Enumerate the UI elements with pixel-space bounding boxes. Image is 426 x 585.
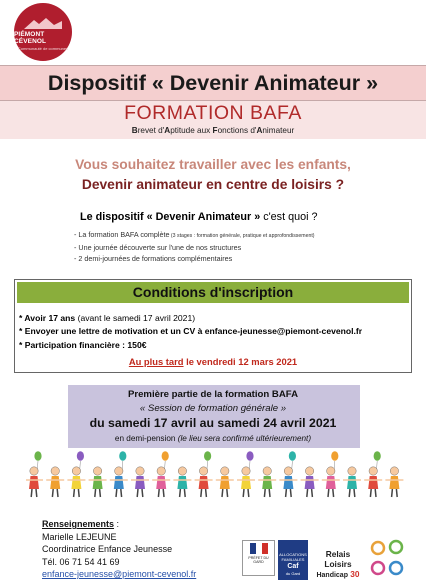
tagline-line-1: Vous souhaitez travailler avec les enfants, <box>75 157 351 172</box>
child-figure <box>322 451 340 497</box>
logo-subtitle: Communauté de communes <box>17 46 69 51</box>
conditions-heading: Conditions d'inscription <box>17 282 409 303</box>
condition-fee: * Participation financière : 150€ <box>19 339 147 350</box>
contact-heading: Renseignements <box>42 519 115 529</box>
child-figure <box>216 467 234 497</box>
child-figure <box>131 467 149 497</box>
child-figure <box>385 467 403 497</box>
list-item: - 2 demi-journées de formations complémentaires <box>74 254 233 264</box>
contact-role: Coordinatrice Enfance Jeunesse <box>42 544 173 554</box>
partner-flower-logo <box>368 538 408 580</box>
conditions-list <box>19 312 362 352</box>
child-figure <box>110 451 128 497</box>
child-figure <box>89 467 107 497</box>
mountain-icon <box>24 17 62 29</box>
contact-email-link[interactable]: enfance-jeunesse@piemont-cevenol.fr <box>42 569 197 579</box>
condition-age: * Avoir 17 ans (avant le samedi 17 avril 2021) <box>19 313 196 323</box>
bafa-meaning: Brevet d'Aptitude aux Fonctions d'Animateur <box>131 126 295 135</box>
contact-name: Marielle LEJEUNE <box>42 531 117 542</box>
child-figure <box>26 451 43 497</box>
caf-logo: ALLOCATIONS FAMILIALES Caf du Gard <box>278 540 308 580</box>
child-figure <box>301 467 319 497</box>
session-location: en demi-pension (le lieu sera confirmé ultérieurement) <box>114 434 312 443</box>
child-figure <box>279 451 297 497</box>
child-figure <box>152 451 170 497</box>
prefet-logo: PRÉFET DU GARD <box>242 540 275 576</box>
child-figure <box>46 467 64 497</box>
children-illustration <box>26 450 404 500</box>
list-item: - La formation BAFA complète (3 stages : formation générale, pratique et approfondissement) <box>74 230 315 239</box>
french-flag-icon <box>250 543 268 554</box>
session-heading: Première partie de la formation BAFA <box>127 389 299 400</box>
child-figure <box>67 451 85 497</box>
list-item: - Une journée découverte sur l'une de nos structures <box>74 243 242 253</box>
contact-block: Renseignements : Marielle LEJEUNE Coordinatrice Enfance Jeunesse Tél. 06 71 54 41 69 enfance-jeunesse@piemont-cevenol.fr <box>42 519 197 579</box>
piemont-cevenol-logo <box>14 3 72 61</box>
dispositif-list <box>74 229 315 265</box>
session-dates: du samedi 17 avril au samedi 24 avril 2021 <box>89 416 337 430</box>
deadline: Au plus tard le vendredi 12 mars 2021 <box>128 356 298 367</box>
tagline-line-2: Devenir animateur en centre de loisirs ? <box>81 177 345 192</box>
formation-title: FORMATION BAFA <box>124 102 302 124</box>
child-figure <box>237 451 255 497</box>
condition-letter: * Envoyer une lettre de motivation et un CV à enfance-jeunesse@piemont-cevenol.fr <box>19 326 363 337</box>
child-figure <box>173 467 191 497</box>
page-title: Dispositif « Devenir Animateur » <box>47 71 379 95</box>
session-name: « Session de formation générale » <box>139 403 287 414</box>
child-figure <box>343 467 361 497</box>
child-figure <box>364 451 382 497</box>
contact-phone: Tél. 06 71 54 41 69 <box>42 556 120 567</box>
dispositif-question: Le dispositif « Devenir Animateur » c'est quoi ? <box>80 211 318 223</box>
child-figure <box>195 451 213 497</box>
logo-name: PIÉMONT CÉVENOL <box>14 31 47 45</box>
child-figure <box>258 467 276 497</box>
relais-loisirs-handicap-logo: Relais Loisirs Handicap 30 <box>316 549 360 579</box>
